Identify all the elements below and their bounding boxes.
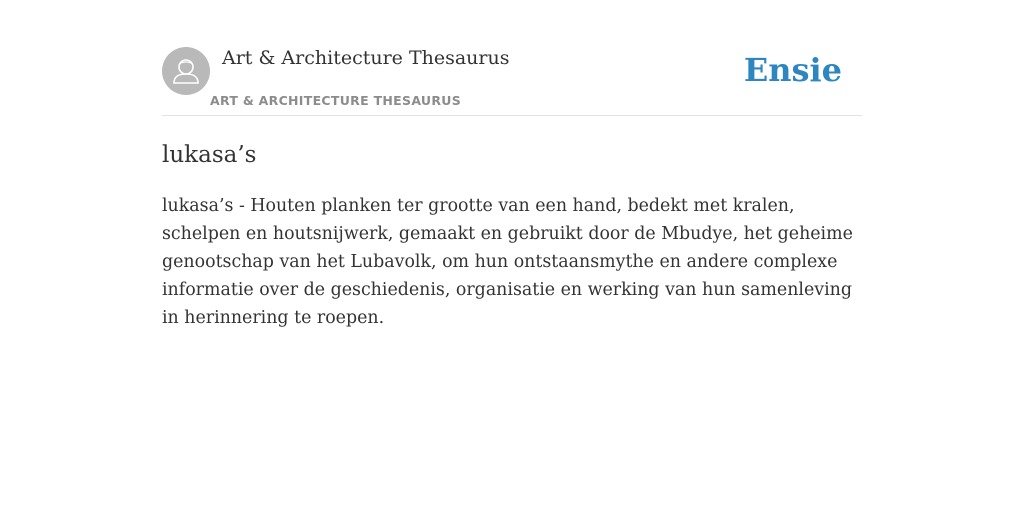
- term-title: lukasa’s: [162, 142, 257, 168]
- term-definition: lukasa’s - Houten planken ter grootte van een hand, bedekt met kralen, schelpen en houtsnijwerk, gemaakt en gebruikt door de Mbudye, het geheime genootschap van het Lubavolk, om hun ontstaansmythe en andere complexe informatie over de geschiedenis, organisatie en werking van hun samenleving in herinnering te roepen.: [162, 196, 853, 328]
- user-avatar-icon: [162, 47, 210, 95]
- author-avatar[interactable]: [162, 47, 210, 95]
- entry-header: [162, 0, 862, 116]
- page-container: [162, 0, 862, 328]
- author-name[interactable]: Art & Architecture Thesaurus: [222, 47, 510, 69]
- ensie-logo[interactable]: Ensie: [743, 51, 842, 89]
- author-subtitle: ART & ARCHITECTURE THESAURUS: [210, 93, 462, 108]
